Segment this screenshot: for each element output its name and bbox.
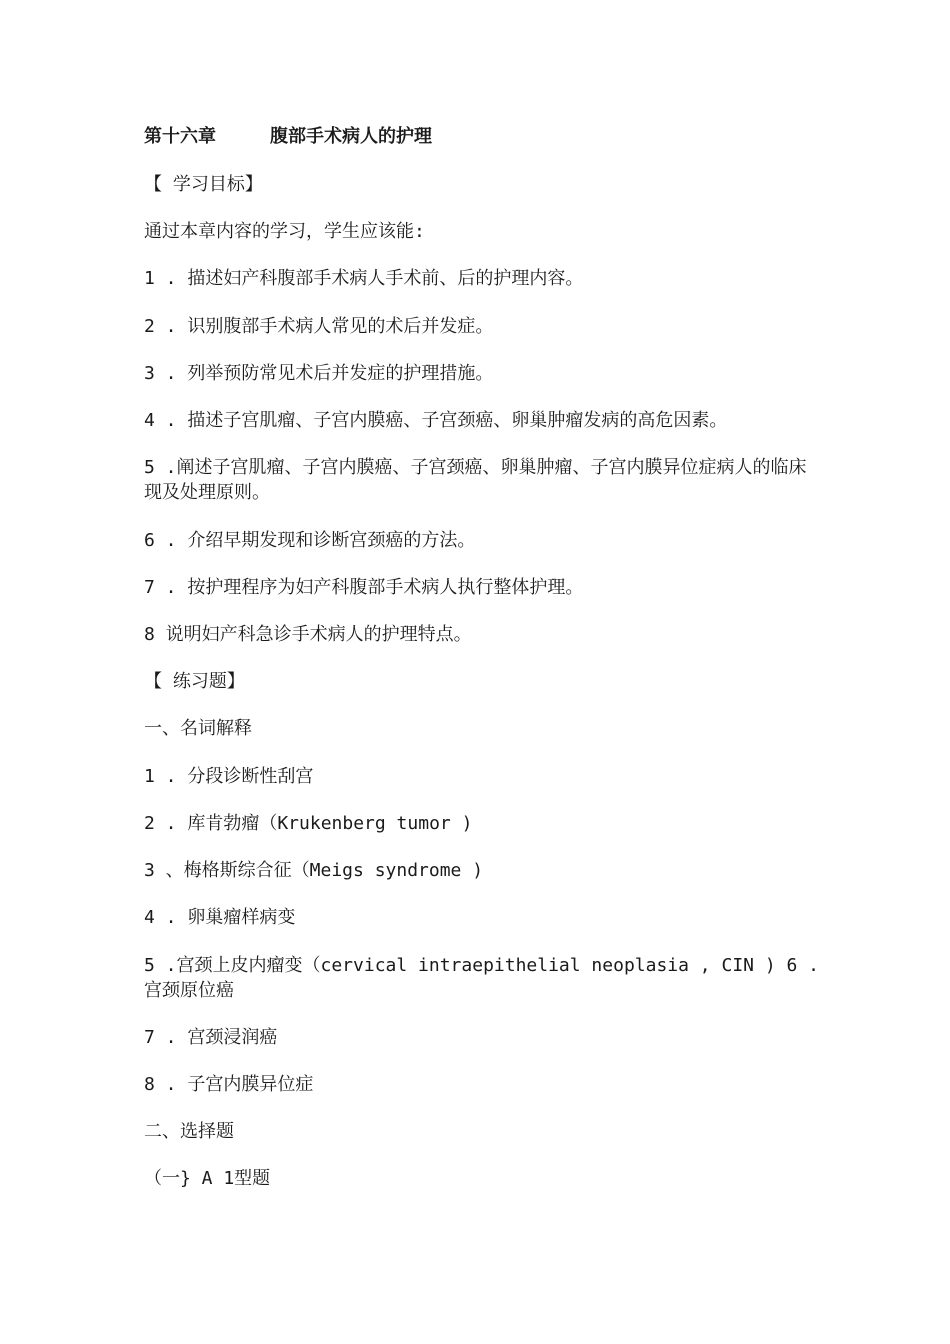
objective-item: 4 . 描述子宫肌瘤、子宫内膜癌、子宫颈癌、卵巢肿瘤发病的高危因素。 xyxy=(144,410,728,431)
term-item: 2 . 库肯勃瘤（Krukenberg tumor ) xyxy=(144,813,473,834)
objective-item: 6 . 介绍早期发现和诊断宫颈癌的方法。 xyxy=(144,530,476,551)
term-item: 8 . 子宫内膜异位症 xyxy=(144,1074,314,1095)
section-heading-objectives: 【 学习目标】 xyxy=(144,174,263,195)
term-item: 4 . 卵巢瘤样病变 xyxy=(144,907,296,928)
term-item: 1 . 分段诊断性刮宫 xyxy=(144,766,314,787)
objective-item: 5 .阐述子宫肌瘤、子宫内膜癌、子宫颈癌、卵巢肿瘤、子宫内膜异位症病人的临床现及处理原则。 xyxy=(144,457,807,503)
term-item: 3 、梅格斯综合征（Meigs syndrome ) xyxy=(144,860,484,881)
objective-item: 2 . 识别腹部手术病人常见的术后并发症。 xyxy=(144,316,494,337)
intro-text: 通过本章内容的学习，学生应该能: xyxy=(144,221,425,242)
part-heading: 一、名词解释 xyxy=(144,718,252,739)
objective-item: 3 . 列举预防常见术后并发症的护理措施。 xyxy=(144,363,494,384)
subsection-heading: （一} A 1型题 xyxy=(144,1168,271,1189)
objective-item: 8 说明妇产科急诊手术病人的护理特点。 xyxy=(144,624,472,645)
term-item: 5 .宫颈上皮内瘤变（cervical intraepithelial neoplasia , CIN ) 6 .宫颈原位癌 xyxy=(144,955,820,1001)
objective-item: 1 . 描述妇产科腹部手术病人手术前、后的护理内容。 xyxy=(144,268,584,289)
part-heading: 二、选择题 xyxy=(144,1121,234,1142)
term-item: 7 . 宫颈浸润癌 xyxy=(144,1027,278,1048)
chapter-title: 第十六章 腹部手术病人的护理 xyxy=(144,126,432,147)
objective-item: 7 . 按护理程序为妇产科腹部手术病人执行整体护理。 xyxy=(144,577,584,598)
section-heading-exercises: 【 练习题】 xyxy=(144,671,245,692)
